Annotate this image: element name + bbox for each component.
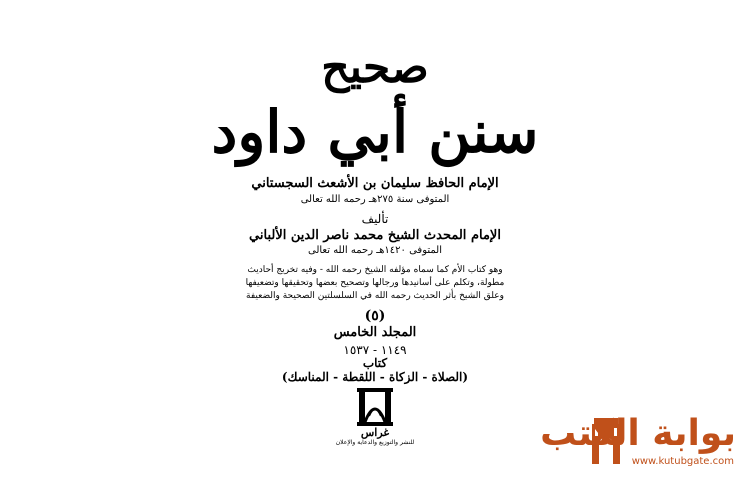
publisher-tagline: للنشر والتوزيع والدعاية والإعلان [335,439,415,446]
book-topics: (الصلاة - الزكاة - اللقطة - المناسك) [281,370,469,384]
author-dates: المتوفى سنة ٢٧٥هـ رحمه الله تعالى [300,194,450,205]
title-main: صحيح [321,42,429,93]
volume-name: المجلد الخامس [333,325,417,340]
description-line-2: مطولة، وتكلم على أسانيدها ورجالها وتصحيح بعضها وتحقيقها وتضعيفها [245,278,505,288]
publisher-logo-icon [355,386,395,430]
publisher-name: غراس [360,426,390,439]
site-logo-text: بوابة الكتب [540,413,736,454]
title-sub: سنن أبي داود [211,98,539,166]
hadith-range: ١١٤٩ - ١٥٣٧ [343,343,407,357]
editor-name: الإمام المحدث الشيخ محمد ناصر الدين الألباني [249,228,501,243]
volume-number: (٥) [364,308,386,324]
site-url[interactable]: www.kutubgate.com [631,456,734,467]
description-line-1: وهو كتاب الأم كما سماه مؤلفه الشيخ رحمه الله - وفيه تخريج أحاديث [247,265,503,275]
by-label: تأليف [361,212,389,226]
description-line-3: وعلق الشيخ بأثر الحديث رحمه الله في السلسلتين الصحيحة والضعيفة [246,291,504,301]
editor-dates: المتوفى ١٤٢٠هـ رحمه الله تعالى [307,245,442,256]
author-name: الإمام الحافظ سليمان بن الأشعث السجستاني [251,176,499,191]
book-label: كتاب [362,356,388,370]
